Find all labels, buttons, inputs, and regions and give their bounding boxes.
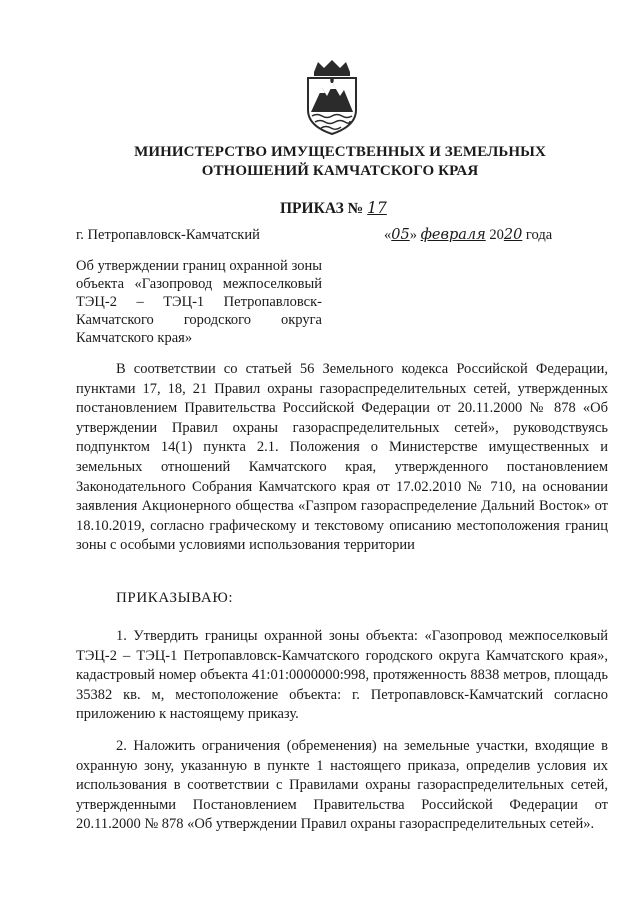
order-heading	[280, 199, 387, 218]
order-date	[384, 227, 552, 244]
order-subject: Об утверждении границ охранной зоны объекта «Газопровод межпоселковый ТЭЦ-2 – ТЭЦ-1 Петропавловск-Камчатского городского округа Камчатского края»	[76, 258, 322, 346]
order-number: 17	[367, 199, 387, 217]
date-year-word: года	[525, 227, 553, 243]
ministry-title-line2: ОТНОШЕНИЙ КАМЧАТСКОГО КРАЯ	[201, 163, 479, 179]
date-close-quote: »	[409, 227, 417, 243]
date-open-quote: «	[384, 227, 392, 243]
orders-word: ПРИКАЗЫВАЮ:	[116, 590, 234, 606]
date-year-prefix: 20	[489, 227, 504, 243]
date-year-suffix: 20	[503, 227, 523, 243]
date-month: февраля	[420, 227, 486, 243]
order-item-2: 2. Наложить ограничения (обременения) на земельные участки, входящие в охранную зону, указанную в пункте 1 настоящего приказа, определив условия их использования в соответствии с Правилами охраны газораспределительных сетей, утвержденными Постановлением Правительства Российской Федерации от 20.11.2000 № 878 «Об утверждении Правил охраны газораспределительных сетей».	[76, 738, 608, 833]
order-item-1: 1. Утвердить границы охранной зоны объекта: «Газопровод межпоселковый ТЭЦ-2 – ТЭЦ-1 Петропавловск-Камчатского городского округа Камчатского края», кадастровый номер объекта 41:01:0000000:998, протяженность 8838 метров, площадь 35382 кв. м, местоположение объекта: г. Петропавловск-Камчатский согласно приложению к настоящему приказу.	[76, 628, 608, 723]
city: г. Петропавловск-Камчатский	[76, 227, 260, 243]
kamchatka-coat-of-arms-icon	[302, 58, 362, 136]
ministry-title	[60, 143, 620, 181]
order-label: ПРИКАЗ №	[280, 200, 364, 217]
preamble-paragraph: В соответствии со статьей 56 Земельного кодекса Российской Федерации, пунктами 17, 18, 21 Правил охраны газораспределительных сетей, утвержденных постановлением Правительства Российской Федерации от 20.11.2000 № 878 «Об утверждении Правил охраны газораспределительных сетей», руководствуясь подпунктом 14(1) пункта 2.1. Положения о Министерстве имущественных и земельных отношений Камчатского края, утвержденного постановлением Законодательного Собрания Камчатского края от 17.02.2010 № 710, на основании заявления Акционерного общества «Газпром газораспределение Дальний Восток» от 18.10.2019, согласно графическому и текстовому описанию местоположения границ зоны с особыми условиями использования территории	[76, 361, 608, 554]
date-day: 05	[391, 227, 410, 243]
ministry-title-line1: МИНИСТЕРСТВО ИМУЩЕСТВЕННЫХ И ЗЕМЕЛЬНЫХ	[134, 144, 546, 160]
